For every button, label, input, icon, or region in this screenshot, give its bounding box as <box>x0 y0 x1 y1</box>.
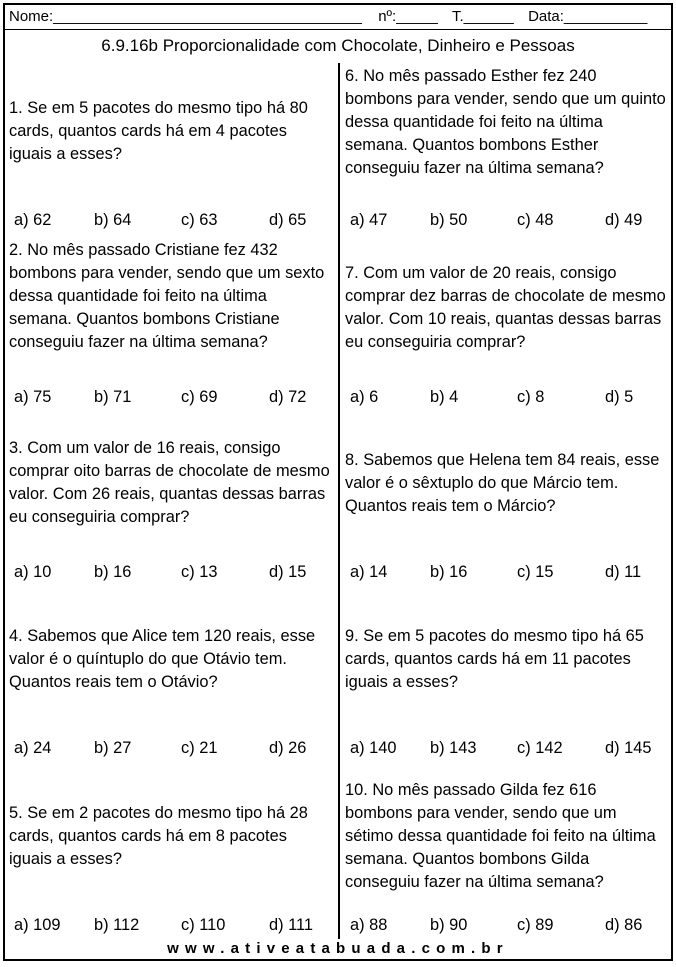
question-5: 5. Se em 2 pacotes do mesmo tipo há 28 cards, quantos cards há em 8 pacotes iguais a esses? <box>9 804 308 868</box>
question-1-option-b[interactable]: b) 64 <box>94 211 132 229</box>
question-7-options <box>345 385 667 409</box>
question-9-option-c[interactable]: c) 142 <box>517 739 563 757</box>
question-1-option-a[interactable]: a) 62 <box>14 211 52 229</box>
question-1-option-c[interactable]: c) 63 <box>181 211 218 229</box>
question-6-option-d[interactable]: d) 49 <box>605 211 643 229</box>
page-title: 6.9.16b Proporcionalidade com Chocolate, Dinheiro e Pessoas <box>101 36 575 55</box>
question-6-option-b[interactable]: b) 50 <box>430 211 468 229</box>
question-7-option-a[interactable]: a) 6 <box>350 388 379 406</box>
question-6-options <box>345 208 667 232</box>
question-8-option-a[interactable]: a) 14 <box>350 563 388 581</box>
question-8-option-b[interactable]: b) 16 <box>430 563 468 581</box>
question-10-option-d[interactable]: d) 86 <box>605 916 643 934</box>
question-8-option-c[interactable]: c) 15 <box>517 563 554 581</box>
question-3: 3. Com um valor de 16 reais, consigo comprar oito barras de chocolate de mesmo valor. Com 26 reais, quantas dessas barras eu conseguiria comprar? <box>9 439 330 526</box>
question-3-option-c[interactable]: c) 13 <box>181 563 218 581</box>
student-info-header <box>5 5 671 30</box>
question-6-option-a[interactable]: a) 47 <box>350 211 388 229</box>
question-7-option-d[interactable]: d) 5 <box>605 388 634 406</box>
question-3-option-d[interactable]: d) 15 <box>269 563 307 581</box>
name-field[interactable]: Nome:_____________________________________ <box>9 8 362 25</box>
question-4-option-c[interactable]: c) 21 <box>181 739 218 757</box>
question-10: 10. No mês passado Gilda fez 616 bombons para vender, sendo que um sétimo dessa quantidade foi feito na última semana. Quantos bombons Gilda conseguiu fazer na última semana? <box>345 781 656 891</box>
question-1: 1. Se em 5 pacotes do mesmo tipo há 80 cards, quantos cards há em 4 pacotes iguais a esses? <box>9 99 308 163</box>
date-field[interactable]: Data:__________ <box>528 8 648 25</box>
question-2-options <box>9 385 331 409</box>
question-3-option-b[interactable]: b) 16 <box>94 563 132 581</box>
question-9-option-d[interactable]: d) 145 <box>605 739 652 757</box>
question-10-option-c[interactable]: c) 89 <box>517 916 554 934</box>
question-7-option-c[interactable]: c) 8 <box>517 388 545 406</box>
question-6-option-c[interactable]: c) 48 <box>517 211 554 229</box>
question-10-options <box>345 913 667 937</box>
question-8-option-d[interactable]: d) 11 <box>605 563 642 581</box>
question-2-option-d[interactable]: d) 72 <box>269 388 307 406</box>
question-1-option-d[interactable]: d) 65 <box>269 211 307 229</box>
question-7-option-b[interactable]: b) 4 <box>430 388 459 406</box>
question-5-options <box>9 913 331 937</box>
question-4-option-b[interactable]: b) 27 <box>94 739 132 757</box>
question-2-option-a[interactable]: a) 75 <box>14 388 52 406</box>
question-3-option-a[interactable]: a) 10 <box>14 563 52 581</box>
question-5-option-b[interactable]: b) 112 <box>94 916 140 934</box>
question-4-option-a[interactable]: a) 24 <box>14 739 52 757</box>
question-1-options <box>9 208 331 232</box>
question-2-option-b[interactable]: b) 71 <box>94 388 132 406</box>
question-6: 6. No mês passado Esther fez 240 bombons para vender, sendo que um quinto dessa quantidade foi feito na última semana. Quantos bombons Esther conseguiu fazer na última semana? <box>345 67 666 177</box>
question-9-options <box>345 736 667 760</box>
question-2-option-c[interactable]: c) 69 <box>181 388 218 406</box>
question-8: 8. Sabemos que Helena tem 84 reais, esse valor é o sêxtuplo do que Márcio tem. Quantos reais tem o Márcio? <box>345 451 660 515</box>
question-9-option-a[interactable]: a) 140 <box>350 739 397 757</box>
question-5-option-a[interactable]: a) 109 <box>14 916 61 934</box>
question-2: 2. No mês passado Cristiane fez 432 bombons para vender, sendo que um sexto dessa quantidade foi feito na última semana. Quantos bombons Cristiane conseguiu fazer na última semana? <box>9 241 325 351</box>
question-8-options <box>345 560 667 584</box>
website-footer: www.ativeatabuada.com.br <box>167 940 509 957</box>
class-field[interactable]: T.______ <box>451 8 514 25</box>
column-divider <box>338 63 340 939</box>
question-3-options <box>9 560 331 584</box>
question-4: 4. Sabemos que Alice tem 120 reais, esse valor é o quíntuplo do que Otávio tem. Quantos reais tem o Otávio? <box>9 627 316 691</box>
question-9-option-b[interactable]: b) 143 <box>430 739 477 757</box>
number-field[interactable]: nº:_____ <box>378 8 438 25</box>
question-4-option-d[interactable]: d) 26 <box>269 739 307 757</box>
question-4-options <box>9 736 331 760</box>
question-7: 7. Com um valor de 20 reais, consigo comprar dez barras de chocolate de mesmo valor. Com 10 reais, quantas dessas barras eu conseguiria comprar? <box>345 264 666 351</box>
question-5-option-d[interactable]: d) 111 <box>269 916 314 934</box>
question-5-option-c[interactable]: c) 110 <box>181 916 226 934</box>
question-9: 9. Se em 5 pacotes do mesmo tipo há 65 cards, quantos cards há em 11 pacotes iguais a esses? <box>345 627 644 691</box>
worksheet-page <box>3 3 673 961</box>
question-10-option-b[interactable]: b) 90 <box>430 916 468 934</box>
question-10-option-a[interactable]: a) 88 <box>350 916 388 934</box>
